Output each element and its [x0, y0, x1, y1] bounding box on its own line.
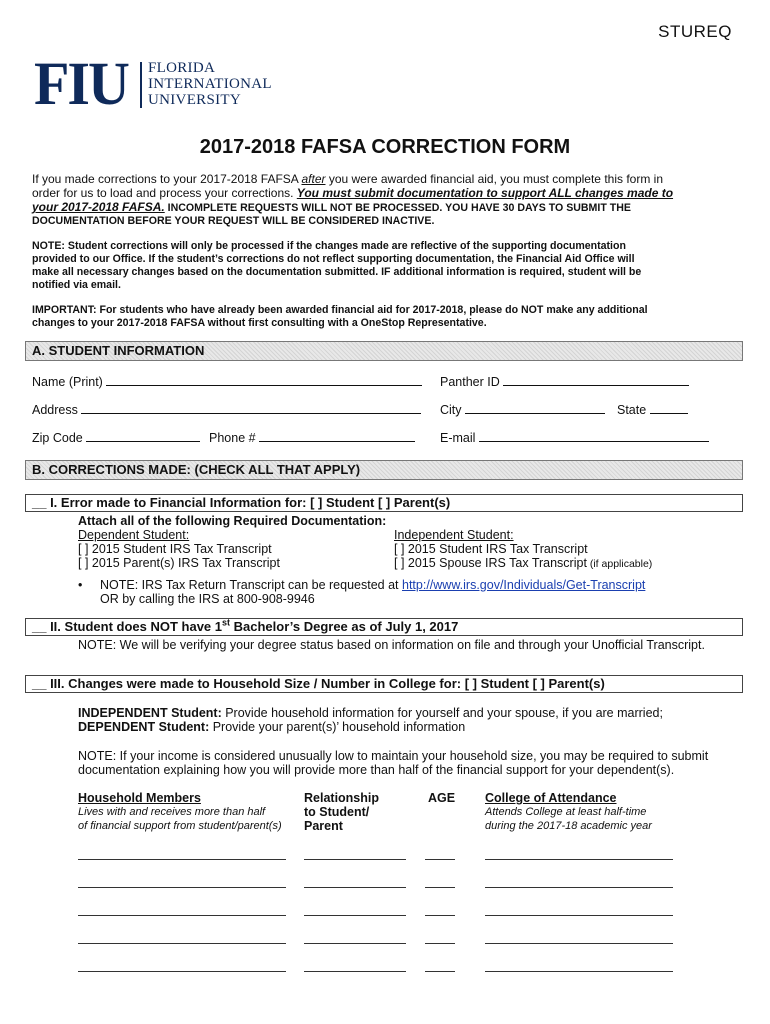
dep-student-transcript-checkbox[interactable]: [ ] 2015 Student IRS Tax Transcript	[78, 542, 272, 556]
zip-field[interactable]: Zip Code	[32, 429, 200, 445]
item2-bachelors-degree[interactable]: __ II. Student does NOT have 1st Bachelor’s Degree as of July 1, 2017	[25, 618, 743, 636]
row-1-college-field[interactable]	[485, 858, 673, 860]
row-1-relationship-field[interactable]	[304, 858, 406, 860]
panther-id-field[interactable]: Panther ID	[440, 373, 689, 389]
row-2-relationship-field[interactable]	[304, 886, 406, 888]
col-relationship: Relationship to Student/ Parent	[304, 791, 380, 833]
row-2-college-field[interactable]	[485, 886, 673, 888]
intro-paragraph: If you made corrections to your 2017-2018 FAFSA after you were awarded financial aid, you must complete this form in order for us to load and process your corrections. You must submit documentation to support ALL changes made to your 2017-2018 FAFSA. INCOMPLETE REQUESTS WILL NOT BE PROCESSED. YOU HAVE 30 DAYS TO SUBMIT THE DOCUMENTATION BEFORE YOUR REQUEST WILL BE CONSIDERED INACTIVE.	[32, 172, 674, 227]
city-field[interactable]: City	[440, 401, 605, 417]
irs-transcript-link[interactable]: http://www.irs.gov/Individuals/Get-Transcript	[402, 578, 646, 592]
logo-abbr: FIU	[34, 49, 128, 118]
row-5-college-field[interactable]	[485, 970, 673, 972]
row-3-age-field[interactable]	[425, 914, 455, 916]
col-college: College of Attendance Attends College at least half-time during the 2017-18 academic year	[485, 791, 652, 832]
row-3-college-field[interactable]	[485, 914, 673, 916]
dependent-docs: Dependent Student: [ ] 2015 Student IRS Tax Transcript [ ] 2015 Parent(s) IRS Tax Transcript	[78, 528, 280, 570]
section-a-heading: A. STUDENT INFORMATION	[25, 341, 743, 361]
row-3-relationship-field[interactable]	[304, 914, 406, 916]
section-b-heading: B. CORRECTIONS MADE: (CHECK ALL THAT APPLY)	[25, 460, 743, 480]
logo-line1: FLORIDA	[148, 60, 216, 76]
row-5-relationship-field[interactable]	[304, 970, 406, 972]
ind-spouse-transcript-checkbox[interactable]: [ ] 2015 Spouse IRS Tax Transcript (if applicable)	[394, 556, 653, 570]
row-1-age-field[interactable]	[425, 858, 455, 860]
col-household-members: Household Members Lives with and receives more than half of financial support from student/parent(s)	[78, 791, 282, 832]
degree-note: NOTE: We will be verifying your degree status based on information on file and through your Unofficial Transcript.	[78, 638, 705, 652]
ind-student-transcript-checkbox[interactable]: [ ] 2015 Student IRS Tax Transcript	[394, 542, 588, 556]
item3-household-size[interactable]: __ III. Changes were made to Household Size / Number in College for: [ ] Student [ ] Parent(s)	[25, 675, 743, 693]
note-paragraph: NOTE: Student corrections will only be processed if the changes made are reflective of the supporting documentation provided to our Office. If the student’s corrections do not reflect supporting documentation, the Financial Aid Office will make all necessary changes based on the documentation submitted. IF additional information is required, student will be notified via email.	[32, 240, 642, 291]
household-instructions: INDEPENDENT Student: Provide household information for yourself and your spouse, if you are married; DEPENDENT Student: Provide your parent(s)’ household information	[78, 706, 663, 734]
row-5-member-field[interactable]	[78, 970, 286, 972]
logo-name	[148, 60, 272, 108]
row-4-age-field[interactable]	[425, 942, 455, 944]
logo-divider	[140, 62, 142, 108]
logo-line2: INTERNATIONAL	[148, 76, 272, 92]
form-title: 2017-2018 FAFSA CORRECTION FORM	[199, 136, 571, 158]
row-5-age-field[interactable]	[425, 970, 455, 972]
row-1-member-field[interactable]	[78, 858, 286, 860]
row-2-member-field[interactable]	[78, 886, 286, 888]
address-field[interactable]: Address	[32, 401, 421, 417]
dep-parent-transcript-checkbox[interactable]: [ ] 2015 Parent(s) IRS Tax Transcript	[78, 556, 280, 570]
independent-docs: Independent Student: [ ] 2015 Student IRS Tax Transcript [ ] 2015 Spouse IRS Tax Transcript (if applicable)	[394, 528, 653, 570]
item1-financial-error[interactable]: __ I. Error made to Financial Information for: [ ] Student [ ] Parent(s)	[25, 494, 743, 512]
logo-line3: UNIVERSITY	[148, 92, 241, 108]
row-4-member-field[interactable]	[78, 942, 286, 944]
attach-docs-label: Attach all of the following Required Documentation:	[78, 514, 387, 528]
email-field[interactable]: E-mail	[440, 429, 709, 445]
row-3-member-field[interactable]	[78, 914, 286, 916]
row-4-college-field[interactable]	[485, 942, 673, 944]
income-note: NOTE: If your income is considered unusually low to maintain your household size, you may be required to submit documentation explaining how you will provide more than half of the financial support for your dependent(s).	[78, 749, 709, 777]
fiu-logo	[34, 49, 294, 118]
state-field[interactable]: State	[617, 401, 688, 417]
name-field[interactable]: Name (Print)	[32, 373, 422, 389]
row-2-age-field[interactable]	[425, 886, 455, 888]
row-4-relationship-field[interactable]	[304, 942, 406, 944]
phone-field[interactable]: Phone #	[209, 429, 415, 445]
form-code: STUREQ	[658, 22, 732, 41]
irs-note: NOTE: IRS Tax Return Transcript can be requested at http://www.irs.gov/Individuals/Get-Transcript OR by calling the IRS at 800-908-9946	[100, 578, 646, 606]
bullet-icon: •	[78, 578, 83, 592]
important-paragraph: IMPORTANT: For students who have already been awarded financial aid for 2017-2018, please do NOT make any additional changes to your 2017-2018 FAFSA without first consulting with a OneStop Representative.	[32, 304, 648, 329]
col-age: AGE	[428, 791, 456, 805]
